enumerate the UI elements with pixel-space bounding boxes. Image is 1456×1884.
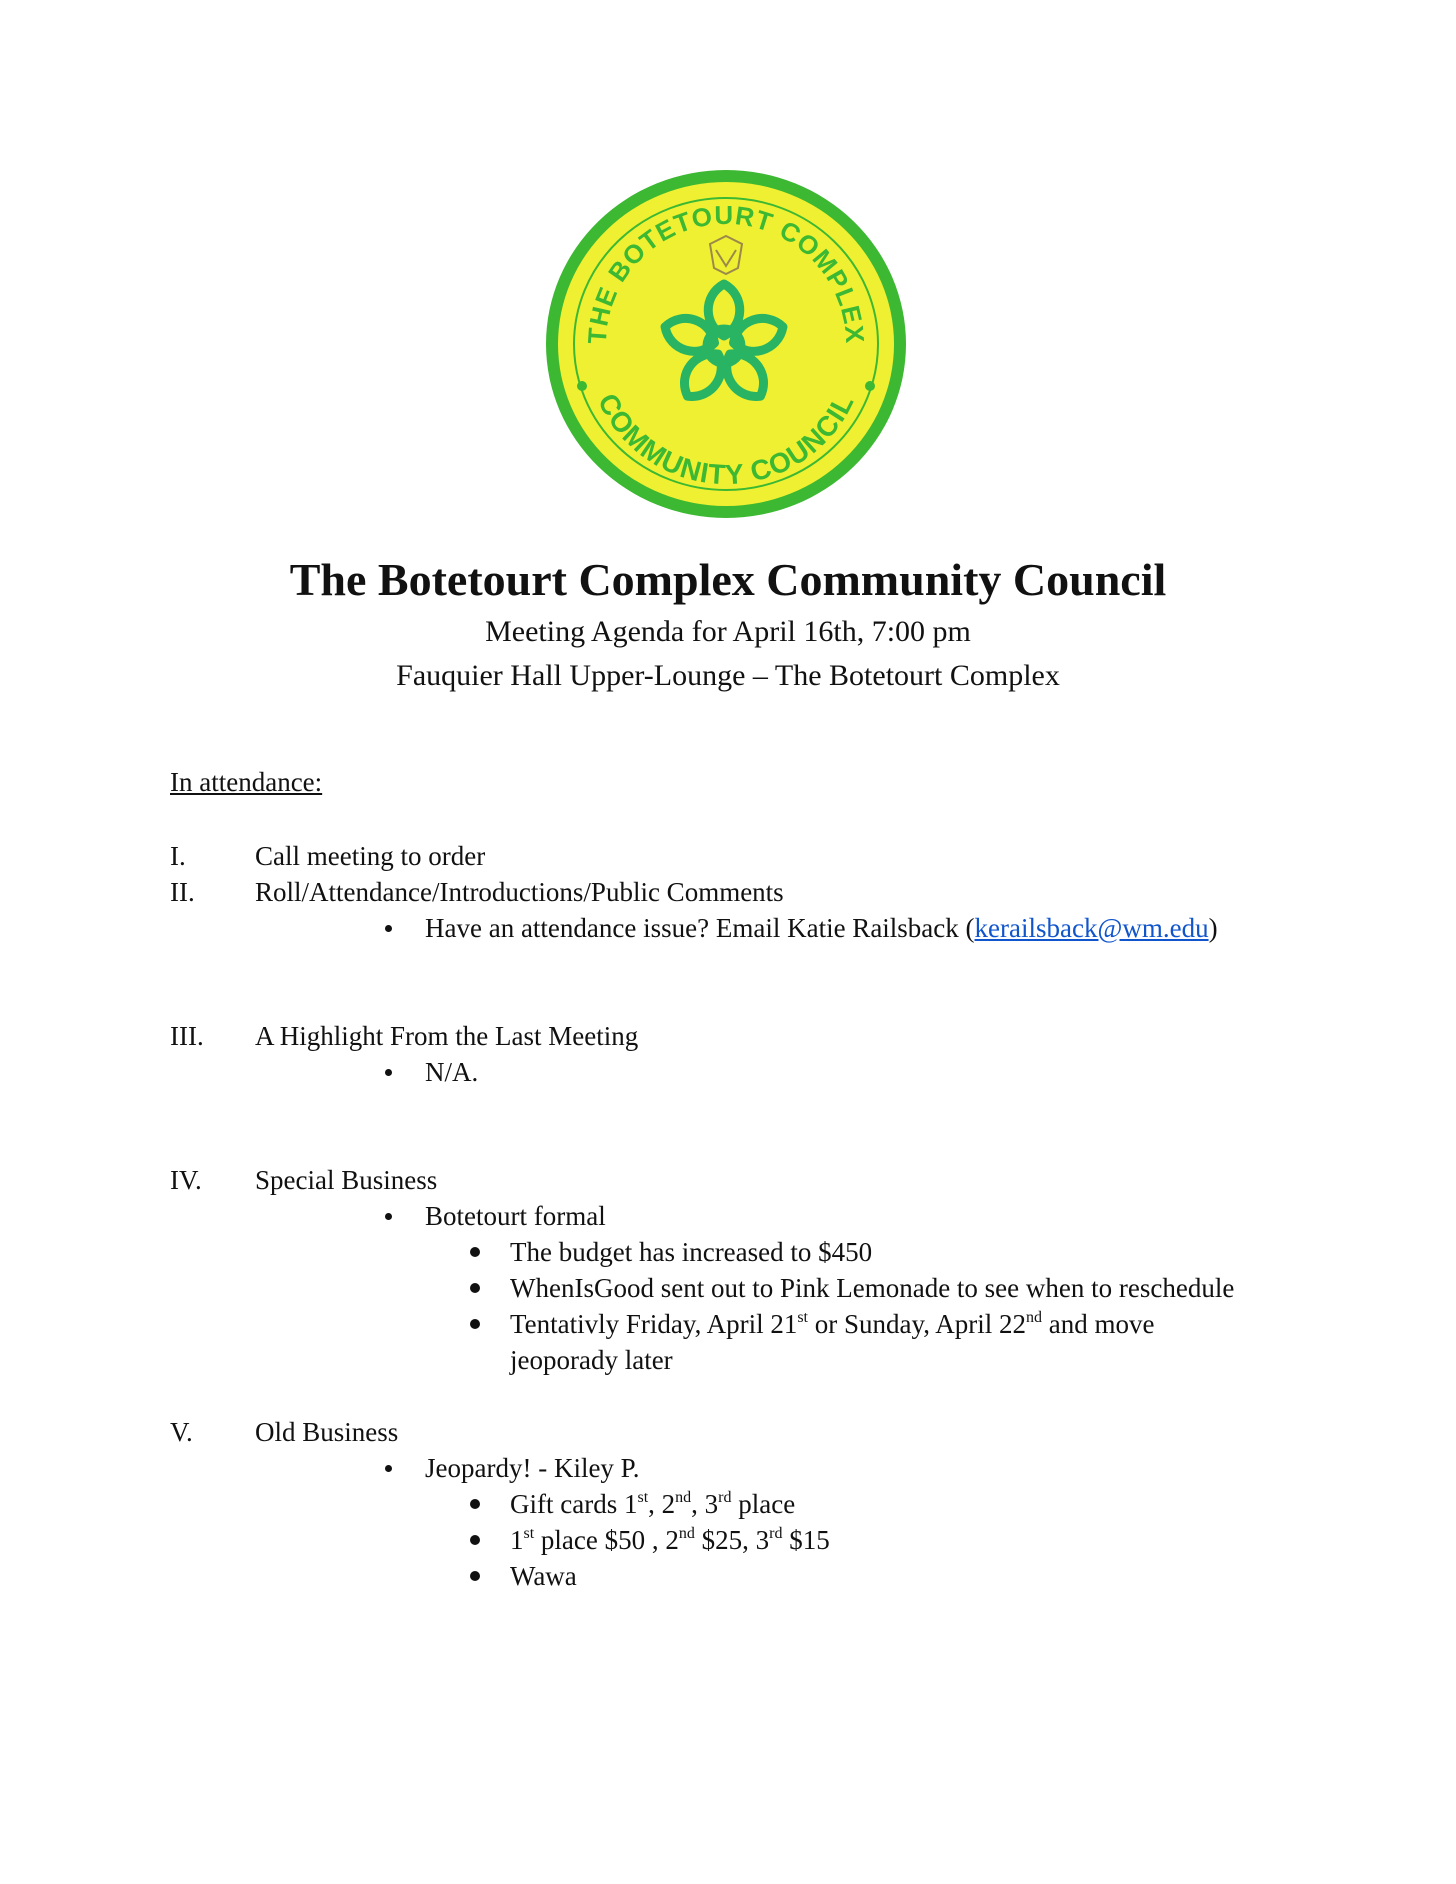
sub-list-item: Wawa — [510, 1561, 577, 1591]
bullet-icon — [385, 925, 392, 932]
page-title: The Botetourt Complex Community Council — [289, 554, 1167, 605]
sub-list-item: Tentativly Friday, April 21st or Sunday, April 22nd and move — [510, 1309, 1155, 1339]
section-number: II. — [170, 877, 195, 907]
bullet-icon — [385, 1465, 392, 1472]
logo-bottom-text: COMMUNITY COUNCIL — [591, 388, 860, 491]
list-item: Botetourt formal — [425, 1201, 606, 1231]
section-title: A Highlight From the Last Meeting — [255, 1021, 639, 1051]
bullet-icon — [385, 1069, 392, 1076]
section-number: III. — [170, 1021, 204, 1051]
bullet-icon — [470, 1319, 480, 1329]
list-item: Have an attendance issue? Email Katie Railsback (kerailsback@wm.edu) — [425, 913, 1218, 943]
list-item: N/A. — [425, 1057, 479, 1087]
sub-list-item: Gift cards 1st, 2nd, 3rd place — [510, 1489, 796, 1519]
meeting-date: Meeting Agenda for April 16th, 7:00 pm — [485, 615, 971, 648]
meeting-location: Fauquier Hall Upper-Lounge – The Botetourt Complex — [396, 659, 1060, 692]
bullet-icon — [470, 1499, 480, 1509]
section-title: Call meeting to order — [255, 841, 486, 871]
email-link[interactable]: kerailsback@wm.edu — [974, 913, 1209, 943]
logo-dot-left — [577, 381, 587, 391]
bullet-icon — [385, 1213, 392, 1220]
section-number: I. — [170, 841, 186, 871]
bullet-icon — [470, 1283, 480, 1293]
bullet-icon — [470, 1247, 480, 1257]
council-logo — [544, 168, 908, 520]
logo-dot-right — [865, 381, 875, 391]
sub-list-item-continued: jeoporady later — [510, 1345, 673, 1375]
logo-top-text: THE BOTETOURT COMPLEX — [581, 199, 871, 345]
sub-list-item: WhenIsGood sent out to Pink Lemonade to see when to reschedule — [510, 1273, 1235, 1303]
list-item: Jeopardy! - Kiley P. — [425, 1453, 640, 1483]
sub-list-item: 1st place $50 , 2nd $25, 3rd $15 — [510, 1525, 830, 1555]
section-number: IV. — [170, 1165, 202, 1195]
section-title: Special Business — [255, 1165, 438, 1195]
section-title: Roll/Attendance/Introductions/Public Comments — [255, 877, 784, 907]
attendance-label: In attendance: — [170, 767, 323, 797]
section-title: Old Business — [255, 1417, 399, 1447]
sub-list-item: The budget has increased to $450 — [510, 1237, 873, 1267]
bullet-icon — [470, 1535, 480, 1545]
bullet-icon — [470, 1571, 480, 1581]
section-number: V. — [170, 1417, 193, 1447]
